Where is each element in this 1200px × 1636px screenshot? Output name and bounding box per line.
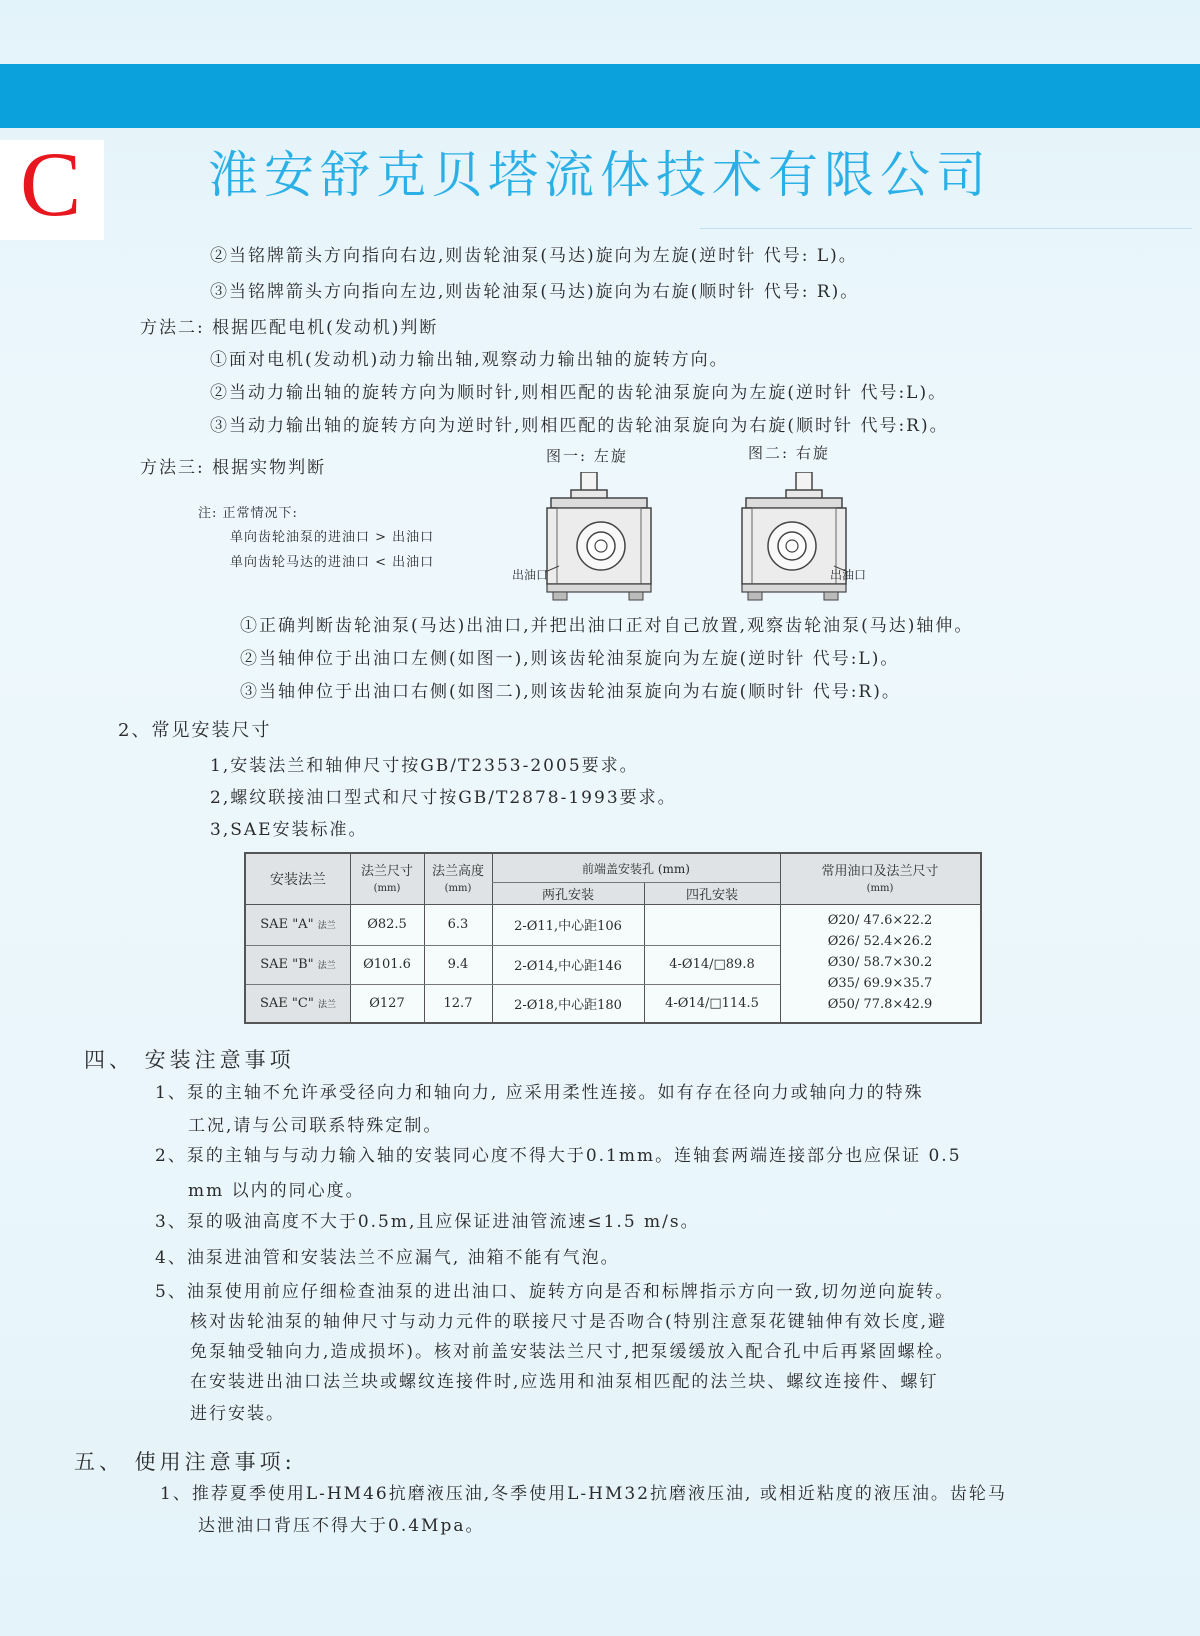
section5-line-1b: 达泄油口背压不得大于0.4Mpa。 — [198, 1516, 485, 1536]
header-ports-unit: (mm) — [866, 882, 894, 894]
section4-line-5: 5、油泵使用前应仔细检查油泵的进出油口、旋转方向是否和标牌指示方向一致,切勿逆向旋转。 — [155, 1282, 955, 1302]
table-row-c-four: 4-Ø14/□114.5 — [665, 995, 759, 1011]
section5-title: 五、 使用注意事项: — [74, 1450, 296, 1474]
section2-line-3: 3,SAE安装标准。 — [210, 820, 368, 840]
table-row-a-size: Ø82.5 — [367, 917, 407, 932]
header-size: 法兰尺寸 — [360, 863, 413, 879]
table-row-a-name: SAE "A" 法兰 — [260, 917, 336, 932]
section2-line-1: 1,安装法兰和轴伸尺寸按GB/T2353-2005要求。 — [210, 756, 639, 776]
table-row-b-size: Ø101.6 — [363, 957, 411, 972]
table-row-b-two: 2-Ø14,中心距146 — [514, 959, 622, 974]
table-row-b-name: SAE "B" 法兰 — [260, 957, 336, 972]
method1-line-3: ③当铭牌箭头方向指向左边,则齿轮油泵(马达)旋向为右旋(顺时针 代号: R)。 — [210, 282, 860, 302]
header-front-holes: 前端盖安装孔 (mm) — [582, 861, 690, 876]
port-size: Ø20/ 47.6×22.2 — [827, 913, 933, 928]
figure2-caption: 图二: 右旋 — [748, 444, 830, 462]
figure1-outlet-label: 出油口 — [512, 568, 549, 582]
header-height-unit: (mm) — [444, 882, 472, 894]
figure1-caption: 图一: 左旋 — [546, 447, 628, 465]
method2-line-3: ③当动力输出轴的旋转方向为逆时针,则相匹配的齿轮油泵旋向为右旋(顺时针 代号:R)。 — [210, 416, 949, 436]
header-band — [0, 64, 1200, 128]
figure2-outlet-label: 出油口 — [830, 568, 867, 582]
section4-line-2: 2、泵的主轴与与动力输入轴的安装同心度不得大于0.1mm。连轴套两端连接部分也应保证 0.5 — [155, 1146, 962, 1166]
ports-list — [780, 910, 980, 1015]
note-line-2: 单向齿轮马达的进油口 < 出油口 — [230, 555, 435, 570]
method3-line-1: ①正确判断齿轮油泵(马达)出油口,并把出油口正对自己放置,观察齿轮油泵(马达)轴伸。 — [240, 616, 974, 636]
section4-line-1b: 工况,请与公司联系特殊定制。 — [188, 1116, 443, 1136]
header-height: 法兰高度 — [431, 863, 484, 879]
table-row-c-height: 12.7 — [443, 995, 473, 1011]
method3-line-2: ②当轴伸位于出油口左侧(如图一),则该齿轮油泵旋向为左旋(逆时针 代号:L)。 — [240, 649, 900, 669]
header-two-holes: 两孔安装 — [541, 888, 594, 903]
sae-flange-table — [244, 852, 982, 1024]
header-size-unit: (mm) — [373, 882, 401, 894]
section4-line-5e: 进行安装。 — [190, 1404, 285, 1424]
section2-line-2: 2,螺纹联接油口型式和尺寸按GB/T2878-1993要求。 — [210, 788, 677, 808]
table-row-b-height: 9.4 — [447, 957, 469, 972]
port-size: Ø26/ 52.4×26.2 — [827, 934, 933, 949]
table-row-c-size: Ø127 — [369, 995, 405, 1011]
method2-title: 方法二: 根据匹配电机(发动机)判断 — [140, 318, 439, 338]
section4-line-5d: 在安装进出油口法兰块或螺纹连接件时,应选用和油泵相匹配的法兰块、螺纹连接件、螺钉 — [190, 1372, 939, 1392]
section4-line-5b: 核对齿轮油泵的轴伸尺寸与动力元件的联接尺寸是否吻合(特别注意泵花键轴伸有效长度,避 — [190, 1312, 948, 1332]
section5-line-1: 1、推荐夏季使用L-HM46抗磨液压油,冬季使用L-HM32抗磨液压油, 或相近粘度的液压油。齿轮马 — [160, 1484, 1007, 1504]
header-ports: 常用油口及法兰尺寸 — [821, 863, 939, 879]
table-row-c-name: SAE "C" 法兰 — [260, 995, 336, 1011]
company-name: 淮安舒克贝塔流体技术有限公司 — [208, 146, 992, 204]
port-size: Ø50/ 77.8×42.9 — [827, 997, 933, 1012]
method3-line-3: ③当轴伸位于出油口右侧(如图二),则该齿轮油泵旋向为右旋(顺时针 代号:R)。 — [240, 682, 901, 702]
section4-title: 四、 安装注意事项 — [84, 1048, 295, 1072]
header-rule — [700, 228, 1192, 229]
catalog-letter: C — [20, 133, 82, 235]
section4-line-4: 4、油泵进油管和安装法兰不应漏气, 油箱不能有气泡。 — [155, 1248, 620, 1268]
table-row-c-two: 2-Ø18,中心距180 — [514, 997, 622, 1013]
table-row-a-four — [644, 904, 780, 945]
method2-line-2: ②当动力输出轴的旋转方向为顺时针,则相匹配的齿轮油泵旋向为左旋(逆时针 代号:L)。 — [210, 383, 948, 403]
section2-title: 2、常见安装尺寸 — [118, 720, 272, 741]
table-row-a-height: 6.3 — [447, 917, 469, 932]
port-size: Ø30/ 58.7×30.2 — [827, 955, 933, 970]
method2-line-1: ①面对电机(发动机)动力输出轴,观察动力输出轴的旋转方向。 — [210, 350, 729, 370]
header-flange: 安装法兰 — [270, 872, 326, 888]
figure1-pump-drawing — [545, 472, 655, 602]
method1-line-2: ②当铭牌箭头方向指向右边,则齿轮油泵(马达)旋向为左旋(逆时针 代号: L)。 — [210, 246, 858, 266]
note-title: 注: 正常情况下: — [198, 506, 298, 521]
table-row-b-four: 4-Ø14/□89.8 — [669, 957, 755, 972]
section4-line-3: 3、泵的吸油高度不大于0.5m,且应保证进油管流速≤1.5 m/s。 — [155, 1212, 700, 1232]
section4-line-5c: 免泵轴受轴向力,造成损坏)。核对前盖安装法兰尺寸,把泵缓缓放入配合孔中后再紧固螺栓。 — [190, 1342, 955, 1362]
note-line-1: 单向齿轮油泵的进油口 > 出油口 — [230, 530, 435, 545]
header-four-holes: 四孔安装 — [685, 888, 738, 903]
method3-title: 方法三: 根据实物判断 — [140, 458, 327, 478]
section4-line-2b: mm 以内的同心度。 — [188, 1181, 365, 1201]
section4-line-1: 1、泵的主轴不允许承受径向力和轴向力, 应采用柔性连接。如有存在径向力或轴向力的特殊 — [155, 1083, 924, 1103]
port-size: Ø35/ 69.9×35.7 — [827, 976, 933, 991]
table-row-a-two: 2-Ø11,中心距106 — [514, 919, 622, 934]
